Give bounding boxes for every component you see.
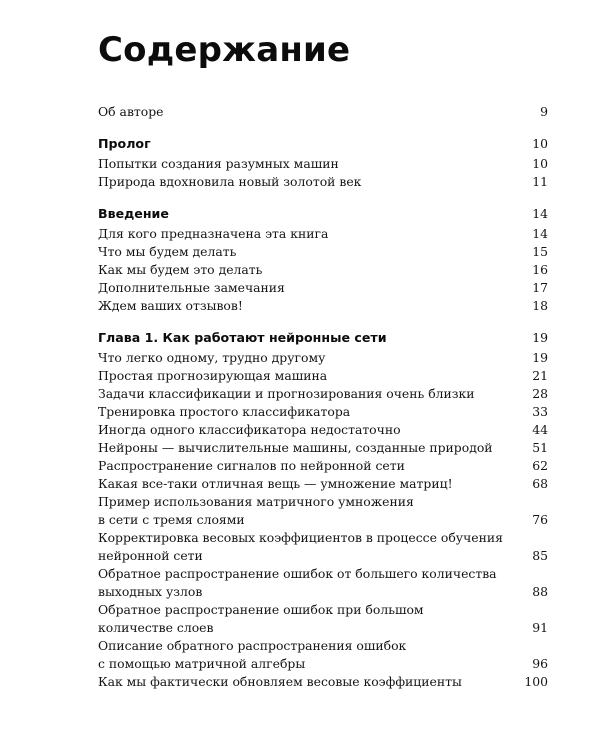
toc-entry-page: 16: [532, 262, 548, 277]
toc-entry-label: Об авторе: [98, 104, 164, 119]
toc-entry-label-continued: с помощью матричной алгебры: [98, 656, 306, 671]
toc-section-label: Пролог: [98, 136, 151, 151]
toc-entry-label: Корректировка весовых коэффициентов в процессе обучения: [98, 530, 503, 545]
toc-entry-page: 14: [532, 226, 548, 241]
toc-entry-label: Попытки создания разумных машин: [98, 156, 339, 171]
toc-entry-label: Тренировка простого классификатора: [98, 404, 351, 419]
toc-entry-label: Обратное распространение ошибок от большего количества: [98, 566, 497, 581]
toc-entry-page: 100: [524, 674, 548, 689]
toc-entry-label: Обратное распространение ошибок при большом: [98, 602, 424, 617]
toc-entry-page: 91: [532, 620, 548, 635]
toc-entry-label: Как мы будем это делать: [98, 262, 263, 277]
toc-entry-page: 10: [532, 156, 548, 171]
toc-entry-page: 18: [532, 298, 548, 313]
page-title: Содержание: [98, 30, 351, 70]
toc-entry-label-continued: выходных узлов: [98, 584, 203, 599]
toc-entry-label: Распространение сигналов по нейронной сети: [98, 458, 405, 473]
toc-entry-page: 19: [532, 350, 548, 365]
toc-entry-page: 28: [532, 386, 548, 401]
toc-entry-label-continued: количестве слоев: [98, 620, 214, 635]
toc-entry-label: Что мы будем делать: [98, 244, 237, 259]
toc-entry-page: 33: [532, 404, 548, 419]
toc-entry-page: 17: [532, 280, 548, 295]
toc-entry-label: Дополнительные замечания: [98, 280, 285, 295]
toc-entry-page: 11: [532, 174, 548, 189]
toc-entry-label: Как мы фактически обновляем весовые коэффициенты: [98, 674, 462, 689]
toc-entry-label: Нейроны — вычислительные машины, созданные природой: [98, 440, 493, 455]
toc-entry-page: 85: [532, 548, 548, 563]
toc-entry-label: Простая прогнозирующая машина: [98, 368, 328, 383]
toc-entry-label: Что легко одному, трудно другому: [98, 350, 326, 365]
toc-entry-label-continued: в сети с тремя слоями: [98, 512, 245, 527]
toc-entry-label: Описание обратного распространения ошибок: [98, 638, 407, 653]
toc-entry-page: 68: [532, 476, 548, 491]
toc-entry-page: 88: [532, 584, 548, 599]
toc-entry-label-continued: нейронной сети: [98, 548, 203, 563]
toc-section-page: 14: [532, 206, 548, 221]
toc-section-page: 19: [532, 330, 548, 345]
toc-section-label: Глава 1. Как работают нейронные сети: [98, 330, 387, 345]
toc-section-page: 10: [532, 136, 548, 151]
toc-entry-page: 51: [532, 440, 548, 455]
toc-entry-label: Какая все-таки отличная вещь — умножение матриц!: [98, 476, 453, 491]
toc-entry-label: Пример использования матричного умножения: [98, 494, 414, 509]
toc-entry-page: 76: [532, 512, 548, 527]
toc-entry-page: 62: [532, 458, 548, 473]
toc-entry-page: 96: [532, 656, 548, 671]
toc-entry-page: 15: [532, 244, 548, 259]
toc-entry-page: 44: [532, 422, 548, 437]
toc-entry-label: Для кого предназначена эта книга: [98, 226, 329, 241]
toc-entry-label: Ждем ваших отзывов!: [98, 298, 243, 313]
toc-entry-label: Иногда одного классификатора недостаточно: [98, 422, 401, 437]
toc-entry-label: Природа вдохновила новый золотой век: [98, 174, 362, 189]
toc-entry-page: 21: [532, 368, 548, 383]
toc-entry-page: 9: [540, 104, 548, 119]
toc-entry-label: Задачи классификации и прогнозирования очень близки: [98, 386, 475, 401]
toc-section-label: Введение: [98, 206, 169, 221]
